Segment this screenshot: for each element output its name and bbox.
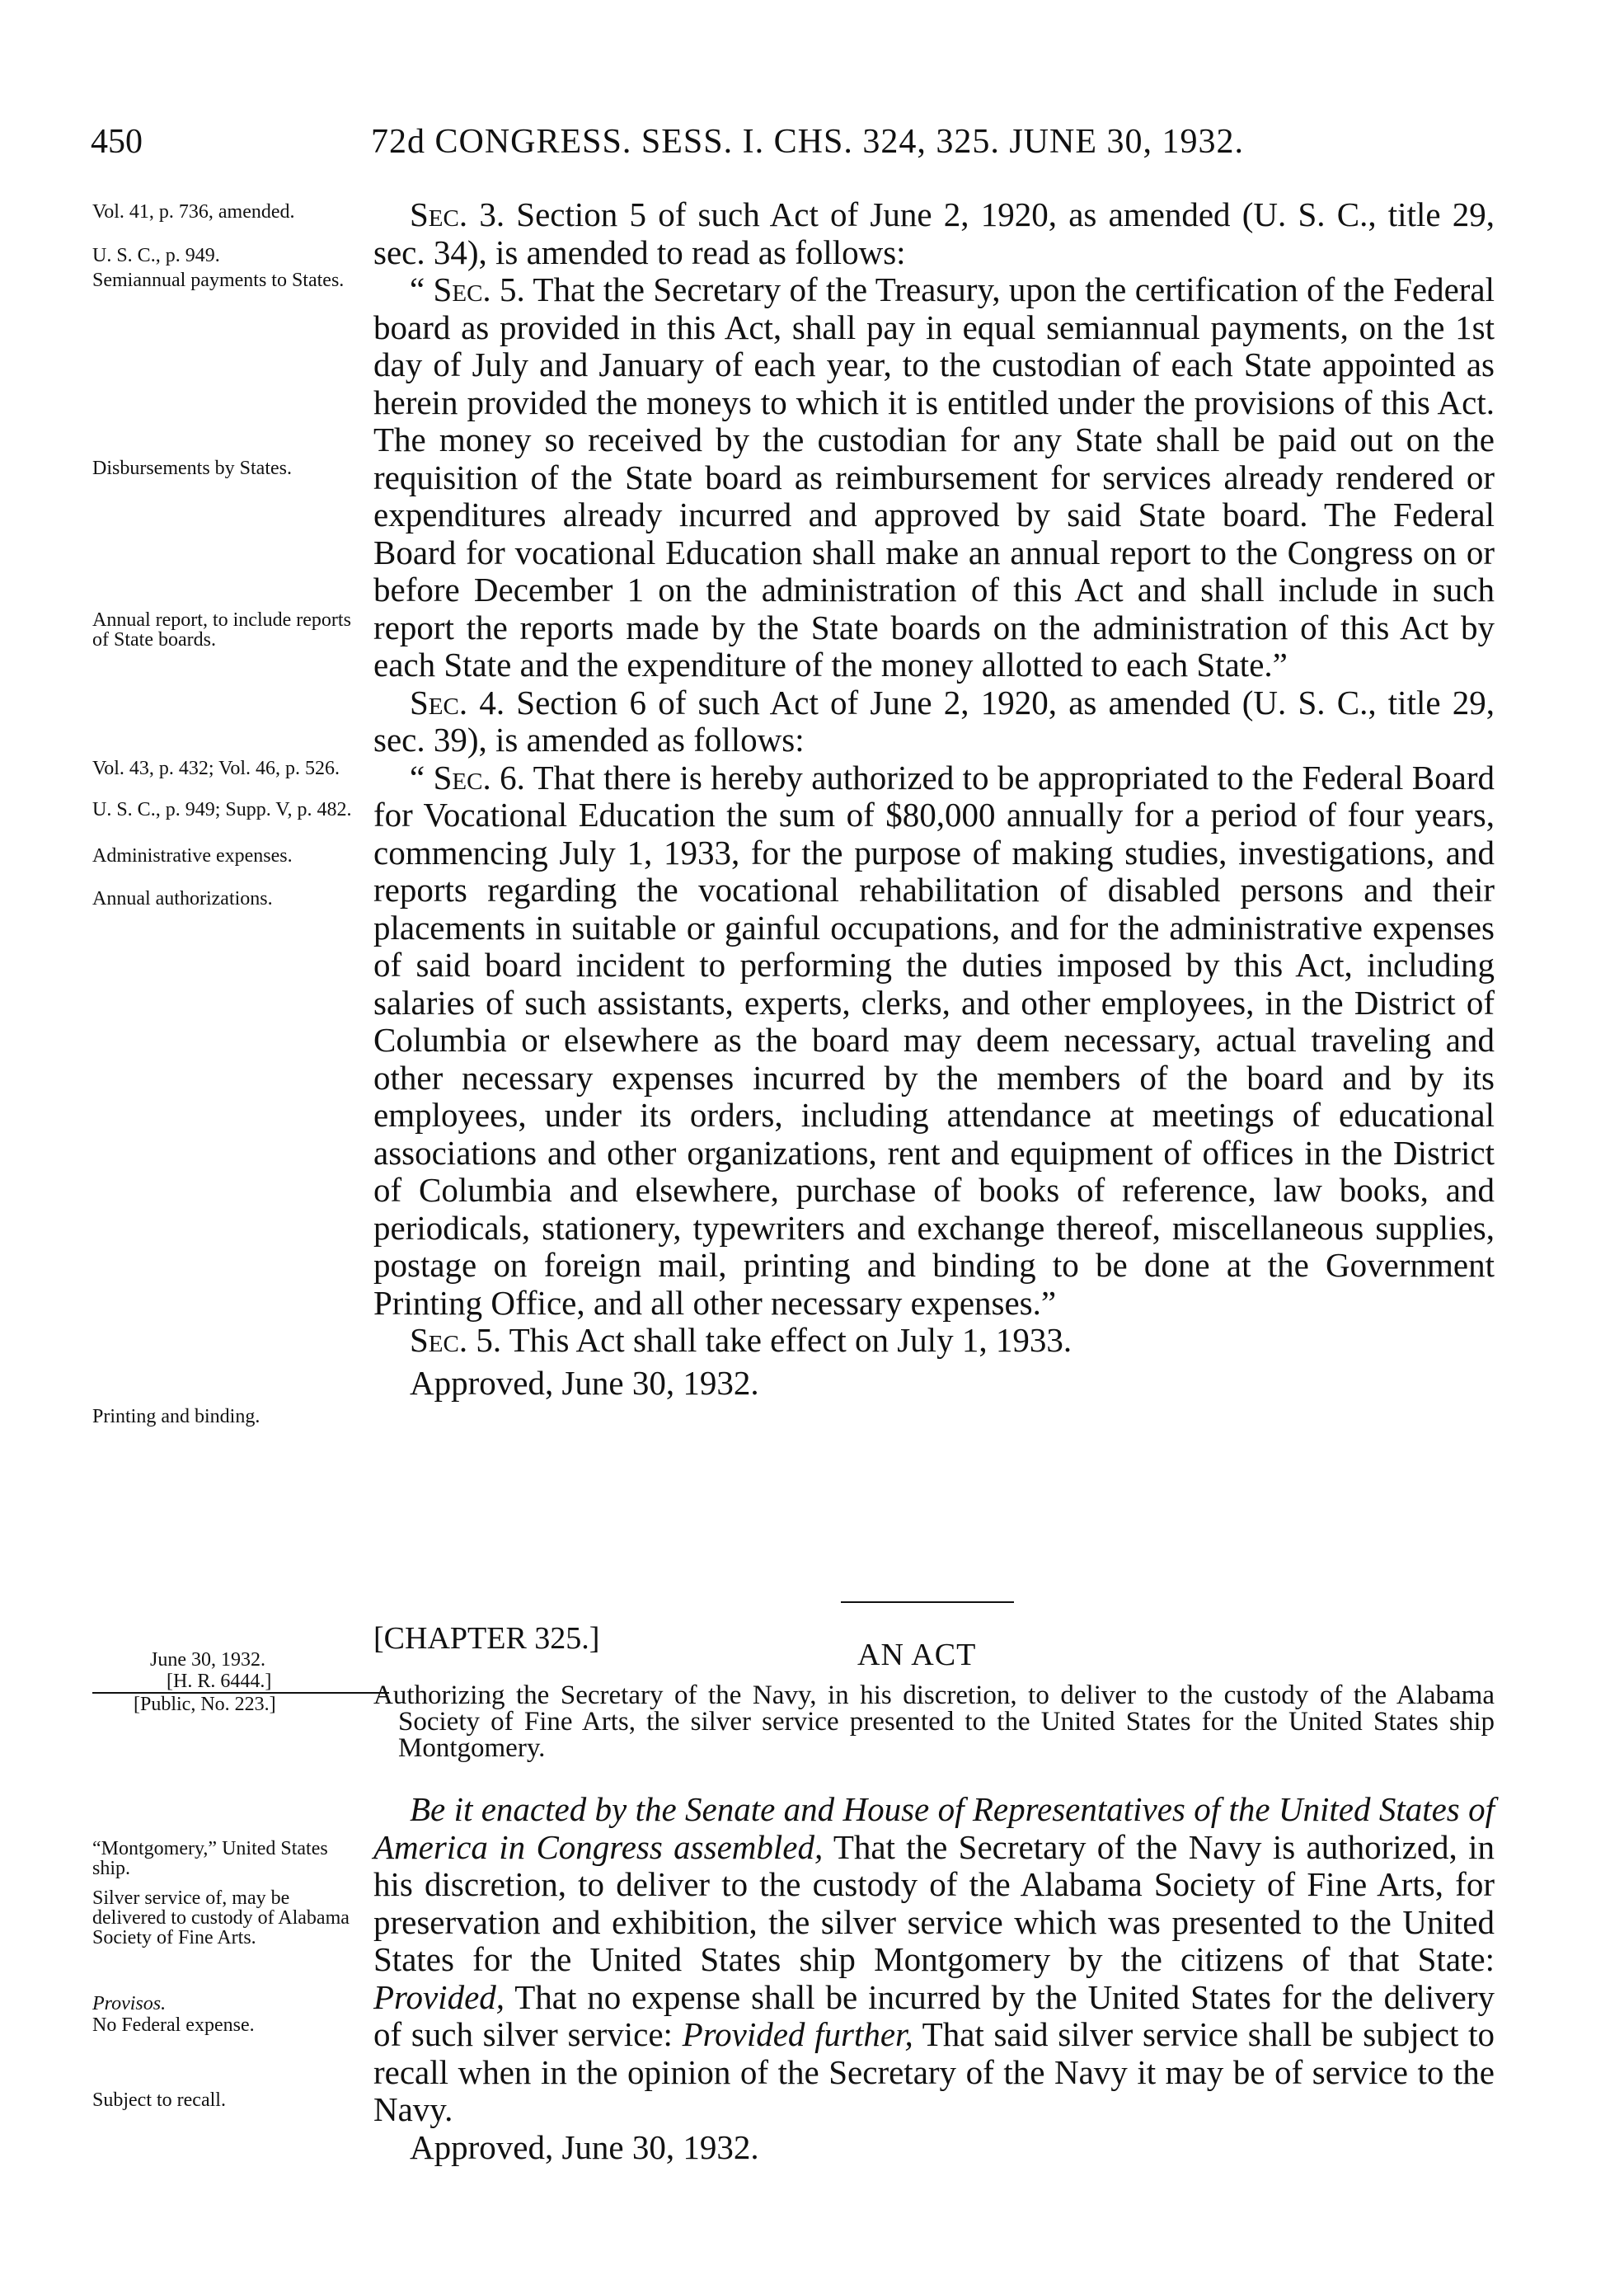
section-label: “ Sec. 6. <box>410 758 525 797</box>
chapter-325-text <box>373 1791 1495 2166</box>
section-label: Sec. 4. <box>410 683 505 722</box>
approved-line: Approved, June 30, 1932. <box>410 2127 759 2166</box>
running-title: 72d CONGRESS. SESS. I. CHS. 324, 325. JUNE 30, 1932. <box>371 123 1244 161</box>
section-5-paragraph <box>373 271 1495 684</box>
margin-note-semiannual: Semiannual payments to States. <box>92 270 345 291</box>
section-rule <box>841 1601 1014 1603</box>
margin-note-printing: Printing and binding. <box>92 1406 260 1427</box>
margin-note-provisos: Provisos. <box>92 1993 167 2014</box>
section-label: Sec. 5. <box>410 1321 502 1359</box>
section-label: “ Sec. 5. <box>410 270 525 308</box>
section-text: This Act shall take effect on July 1, 1933. <box>509 1321 1072 1359</box>
proviso-label: Provided further, <box>682 2015 913 2053</box>
margin-note-recall: Subject to recall. <box>92 2089 226 2111</box>
chapter-heading: [CHAPTER 325.] <box>373 1621 600 1656</box>
bill-date-block <box>92 1649 373 1715</box>
section-text: That the Secretary of the Treasury, upon the certification of the Federal board as provided in this Act, shall pay in equal semiannual payments, on the 1st day of July and January of each year, to the custodian of each State appointed as herein provided the moneys to which it is entitled under the provisions of this Act. The money so received by the custodian for any State shall be paid out on the requisition of the State board as reimbursement for services already rendered or expenditures already incurred and approved by said State board. The Federal Board for vocational Education shall make an annual report to the Congress on or before December 1 on the administration of this Act and shall include in such report the reports made by the State boards on the administration of this Act by each State and the expenditure of the money allotted to each State.” <box>373 270 1495 684</box>
act-body-text: That the Secretary of the Navy is authorized, in his discretion, to deliver to the custody of the Alabama Society of Fine Arts, for preservation and exhibition, the silver service which was presented to the United States for the United States ship Montgomery by the citizens of that State: <box>373 1827 1495 1978</box>
enacting-clause: Be it enacted by the Senate and House of Representatives of the United States of America in Congress assembled, <box>373 1790 1495 1866</box>
act-title <box>373 1682 1495 1761</box>
margin-note-no-federal: No Federal expense. <box>92 2014 255 2036</box>
section-3-paragraph <box>373 196 1495 271</box>
margin-note-admin: Administrative expenses. <box>92 845 293 867</box>
act-body-text: That no expense shall be incurred by the United States for the delivery of such silver service: <box>373 1977 1495 2053</box>
proviso-label: Provided, <box>373 1977 505 2016</box>
margin-note-montgomery: “Montgomery,” United States ship. <box>92 1838 328 1879</box>
margin-note-usc: U. S. C., p. 949. <box>92 245 220 266</box>
margin-note-annual-auth: Annual authorizations. <box>92 888 273 910</box>
act-body-text: That said silver service shall be subject to recall when in the opinion of the Secretary of the Navy it may be of service to the Navy. <box>373 2015 1495 2128</box>
bill-number: [H. R. 6444.] <box>92 1671 389 1694</box>
margin-note-disbursements: Disbursements by States. <box>92 458 292 479</box>
margin-note-annual-report: Annual report, to include reports of State boards. <box>92 609 351 651</box>
section-text: That there is hereby authorized to be appropriated to the Federal Board for Vocational Education the sum of $80,000 annually for a period of four years, commencing July 1, 1933, for the purpose of making studies, investigations, and reports regarding the vocational rehabilitation of disabled persons and their placements in suitable or gainful occupations, and for the administrative expenses of said board incident to performing the duties imposed by this Act, including salaries of such assistants, experts, clerks, and other employees, in the District of Columbia or elsewhere as the board may deem necessary, actual traveling and other necessary expenses incurred by the members of the board and by its employees, under its orders, including attendance at meetings of educational associations and other organizations, rent and equipment of offices in the District of Columbia and elsewhere, purchase of books of reference, law books, and periodicals, stationery, typewriters and exchange thereof, miscellaneous supplies, postage on foreign mail, printing and binding to be done at the Government Printing Office, and all other necessary expenses.” <box>373 758 1495 1322</box>
section-4-paragraph <box>373 684 1495 759</box>
margin-note-vol41: Vol. 41, p. 736, amended. <box>92 201 295 223</box>
enactment-date: June 30, 1932. <box>150 1649 265 1671</box>
margin-note-silver: Silver service of, may be delivered to custody of Alabama Society of Fine Arts. <box>92 1887 350 1948</box>
margin-note-vol43: Vol. 43, p. 432; Vol. 46, p. 526. <box>92 758 340 779</box>
section-text: Section 5 of such Act of June 2, 1920, as amended (U. S. C., title 29, sec. 34), is amended to read as follows: <box>373 195 1495 271</box>
page-header <box>91 122 1492 172</box>
approved-line: Approved, June 30, 1932. <box>410 1363 759 1402</box>
page-number: 450 <box>91 123 143 161</box>
section-text: Section 6 of such Act of June 2, 1920, as amended (U. S. C., title 29, sec. 39), is amended as follows: <box>373 683 1495 759</box>
act-heading: AN ACT <box>857 1638 977 1672</box>
public-law-number: [Public, No. 223.] <box>134 1694 276 1715</box>
section-6-paragraph <box>373 759 1495 1323</box>
chapter-324-text <box>373 196 1495 1402</box>
section-label: Sec. 3. <box>410 195 505 233</box>
act-body-paragraph <box>373 1791 1495 2129</box>
section-5b-paragraph <box>373 1322 1495 1360</box>
margin-note-usc-supp: U. S. C., p. 949; Supp. V, p. 482. <box>92 799 352 820</box>
act-title-text: Authorizing the Secretary of the Navy, in his discretion, to deliver to the custody of the Alabama Society of Fine Arts, the silver service presented to the United States for the United States ship Montgomery. <box>373 1680 1495 1763</box>
